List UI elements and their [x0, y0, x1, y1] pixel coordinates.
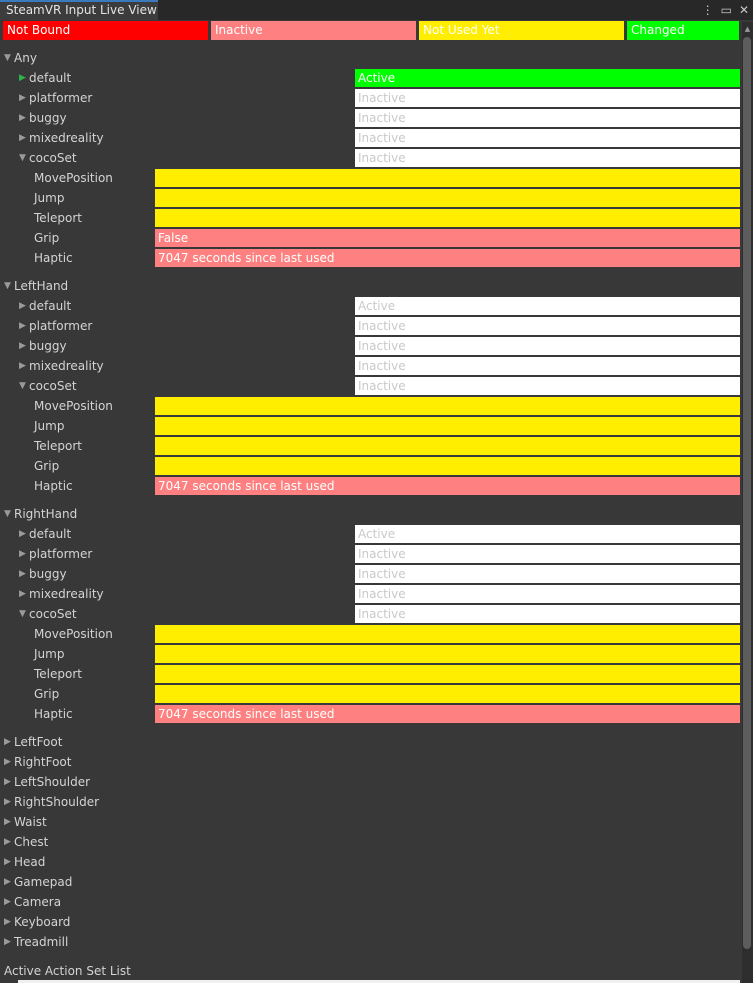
- action-set-row[interactable]: [0, 128, 742, 148]
- window-controls: [702, 2, 749, 18]
- action-set-label: mixedreality: [29, 587, 104, 601]
- source-label: RightShoulder: [14, 795, 100, 809]
- action-set-status: Inactive: [355, 129, 740, 147]
- source-label: Chest: [14, 835, 49, 849]
- source-row-lefthand[interactable]: [0, 276, 742, 296]
- action-value: [155, 625, 740, 643]
- action-row: [0, 188, 742, 208]
- input-source-tree: [0, 48, 742, 952]
- maximize-icon[interactable]: ▭: [720, 3, 732, 17]
- action-label: Grip: [34, 459, 60, 473]
- legend-not-bound: Not Bound: [3, 21, 208, 40]
- action-set-label: cocoSet: [29, 151, 77, 165]
- action-set-row[interactable]: [0, 604, 742, 624]
- source-label: Head: [14, 855, 46, 869]
- source-label: Waist: [14, 815, 47, 829]
- action-set-row[interactable]: [0, 88, 742, 108]
- action-set-row[interactable]: [0, 148, 742, 168]
- action-value: [155, 189, 740, 207]
- source-row-treadmill[interactable]: [0, 932, 742, 952]
- legend-inactive: Inactive: [211, 21, 416, 40]
- source-row-keyboard[interactable]: [0, 912, 742, 932]
- collapsed-arrow-icon[interactable]: ▶: [4, 877, 11, 887]
- action-row: [0, 228, 742, 248]
- title-bar: [0, 0, 753, 20]
- expanded-arrow-icon[interactable]: ▼: [4, 509, 11, 519]
- action-set-label: buggy: [29, 339, 67, 353]
- source-label: RightHand: [14, 507, 78, 521]
- action-label: Teleport: [34, 211, 82, 225]
- action-set-label: cocoSet: [29, 379, 77, 393]
- collapsed-arrow-icon[interactable]: ▶: [4, 937, 11, 947]
- source-row-any[interactable]: [0, 48, 742, 68]
- collapsed-arrow-icon[interactable]: ▶: [4, 857, 11, 867]
- collapsed-arrow-icon[interactable]: ▶: [4, 897, 11, 907]
- collapsed-arrow-icon[interactable]: ▶: [19, 569, 26, 579]
- action-value: 7047 seconds since last used: [155, 705, 740, 723]
- action-value: [155, 665, 740, 683]
- action-label: MovePosition: [34, 627, 113, 641]
- action-value: 7047 seconds since last used: [155, 477, 740, 495]
- action-set-status: Inactive: [355, 357, 740, 375]
- source-row-camera[interactable]: [0, 892, 742, 912]
- action-set-label: default: [29, 527, 72, 541]
- action-label: Grip: [34, 231, 60, 245]
- action-set-status: Inactive: [355, 585, 740, 603]
- legend-not-used-yet: Not Used Yet: [419, 21, 624, 40]
- action-label: MovePosition: [34, 171, 113, 185]
- expanded-arrow-icon[interactable]: ▼: [4, 53, 11, 63]
- source-row-leftfoot[interactable]: [0, 732, 742, 752]
- action-label: Grip: [34, 687, 60, 701]
- collapsed-arrow-icon[interactable]: ▶: [4, 917, 11, 927]
- window-tab[interactable]: SteamVR Input Live View: [0, 0, 158, 20]
- action-set-status: Inactive: [355, 317, 740, 335]
- source-row-righthand[interactable]: [0, 504, 742, 524]
- action-set-label: platformer: [29, 91, 93, 105]
- action-set-row[interactable]: [0, 376, 742, 396]
- action-row: [0, 644, 742, 664]
- collapsed-arrow-icon[interactable]: ▶: [19, 113, 26, 123]
- collapsed-arrow-icon[interactable]: ▶: [19, 361, 26, 371]
- source-label: Gamepad: [14, 875, 73, 889]
- collapsed-arrow-icon[interactable]: ▶: [19, 73, 26, 83]
- action-set-label: buggy: [29, 111, 67, 125]
- action-value: [155, 209, 740, 227]
- action-row: [0, 456, 742, 476]
- collapsed-arrow-icon[interactable]: ▶: [19, 529, 26, 539]
- action-set-status: Inactive: [355, 565, 740, 583]
- collapsed-arrow-icon[interactable]: ▶: [4, 817, 11, 827]
- source-row-gamepad[interactable]: [0, 872, 742, 892]
- collapsed-arrow-icon[interactable]: ▶: [19, 93, 26, 103]
- action-value: [155, 645, 740, 663]
- collapsed-arrow-icon[interactable]: ▶: [4, 777, 11, 787]
- collapsed-arrow-icon[interactable]: ▶: [19, 301, 26, 311]
- collapsed-arrow-icon[interactable]: ▶: [19, 341, 26, 351]
- action-set-status: Inactive: [355, 337, 740, 355]
- source-label: Keyboard: [14, 915, 71, 929]
- action-set-status: Inactive: [355, 377, 740, 395]
- scrollbar-thumb[interactable]: [743, 37, 751, 949]
- source-label: LeftFoot: [14, 735, 63, 749]
- action-set-status: Inactive: [355, 149, 740, 167]
- action-set-status: Active: [355, 69, 740, 87]
- collapsed-arrow-icon[interactable]: ▶: [4, 797, 11, 807]
- active-action-set-list-label: Active Action Set List: [4, 964, 131, 978]
- collapsed-arrow-icon[interactable]: ▶: [19, 589, 26, 599]
- action-row: [0, 684, 742, 704]
- source-label: Treadmill: [14, 935, 69, 949]
- close-icon[interactable]: ✕: [738, 3, 749, 17]
- action-set-status: Inactive: [355, 89, 740, 107]
- action-row: [0, 624, 742, 644]
- action-set-row[interactable]: [0, 584, 742, 604]
- action-label: Jump: [34, 647, 65, 661]
- scroll-up-arrow-icon[interactable]: ▲: [744, 25, 751, 33]
- collapsed-arrow-icon[interactable]: ▶: [19, 133, 26, 143]
- source-label: LeftShoulder: [14, 775, 91, 789]
- action-value: [155, 437, 740, 455]
- action-set-status: Active: [355, 525, 740, 543]
- action-row: [0, 416, 742, 436]
- action-set-row[interactable]: [0, 108, 742, 128]
- action-set-label: platformer: [29, 319, 93, 333]
- action-value: False: [155, 229, 740, 247]
- action-label: Haptic: [34, 479, 73, 493]
- source-label: Any: [14, 51, 37, 65]
- action-set-label: default: [29, 71, 72, 85]
- collapsed-arrow-icon[interactable]: ▶: [19, 549, 26, 559]
- action-set-row[interactable]: [0, 564, 742, 584]
- action-label: MovePosition: [34, 399, 113, 413]
- action-set-row[interactable]: [0, 336, 742, 356]
- action-set-row[interactable]: [0, 524, 742, 544]
- action-row: [0, 704, 742, 724]
- status-legend: [3, 21, 739, 40]
- source-label: LeftHand: [14, 279, 69, 293]
- action-set-label: buggy: [29, 567, 67, 581]
- action-label: Teleport: [34, 439, 82, 453]
- action-set-label: cocoSet: [29, 607, 77, 621]
- source-row-rightshoulder[interactable]: [0, 792, 742, 812]
- action-row: [0, 664, 742, 684]
- action-set-row[interactable]: [0, 316, 742, 336]
- collapsed-arrow-icon[interactable]: ▶: [4, 737, 11, 747]
- expanded-arrow-icon[interactable]: ▼: [19, 609, 26, 619]
- action-set-status: Active: [355, 297, 740, 315]
- action-set-row[interactable]: [0, 296, 742, 316]
- action-label: Jump: [34, 191, 65, 205]
- action-row: [0, 436, 742, 456]
- collapsed-arrow-icon[interactable]: ▶: [4, 837, 11, 847]
- source-label: RightFoot: [14, 755, 72, 769]
- action-value: 7047 seconds since last used: [155, 249, 740, 267]
- source-row-waist[interactable]: [0, 812, 742, 832]
- action-row: [0, 248, 742, 268]
- action-set-label: platformer: [29, 547, 93, 561]
- action-row: [0, 168, 742, 188]
- action-label: Jump: [34, 419, 65, 433]
- action-set-label: mixedreality: [29, 131, 104, 145]
- collapsed-arrow-icon[interactable]: ▶: [4, 757, 11, 767]
- expanded-arrow-icon[interactable]: ▼: [19, 153, 26, 163]
- action-label: Haptic: [34, 707, 73, 721]
- action-value: [155, 417, 740, 435]
- action-value: [155, 457, 740, 475]
- action-set-row[interactable]: [0, 544, 742, 564]
- action-row: [0, 396, 742, 416]
- expanded-arrow-icon[interactable]: ▼: [4, 281, 11, 291]
- collapsed-arrow-icon[interactable]: ▶: [19, 321, 26, 331]
- action-value: [155, 685, 740, 703]
- action-label: Haptic: [34, 251, 73, 265]
- expanded-arrow-icon[interactable]: ▼: [19, 381, 26, 391]
- action-set-row[interactable]: [0, 356, 742, 376]
- action-label: Teleport: [34, 667, 82, 681]
- source-row-rightfoot[interactable]: [0, 752, 742, 772]
- action-value: [155, 397, 740, 415]
- action-row: [0, 476, 742, 496]
- source-label: Camera: [14, 895, 62, 909]
- action-row: [0, 208, 742, 228]
- source-row-leftshoulder[interactable]: [0, 772, 742, 792]
- legend-changed: Changed: [627, 21, 739, 40]
- action-set-row[interactable]: [0, 68, 742, 88]
- action-set-status: Inactive: [355, 605, 740, 623]
- action-value: [155, 169, 740, 187]
- action-set-label: default: [29, 299, 72, 313]
- action-set-status: Inactive: [355, 545, 740, 563]
- action-set-label: mixedreality: [29, 359, 104, 373]
- kebab-menu-icon[interactable]: ⋮: [701, 3, 714, 17]
- source-row-chest[interactable]: [0, 832, 742, 852]
- source-row-head[interactable]: [0, 852, 742, 872]
- action-set-status: Inactive: [355, 109, 740, 127]
